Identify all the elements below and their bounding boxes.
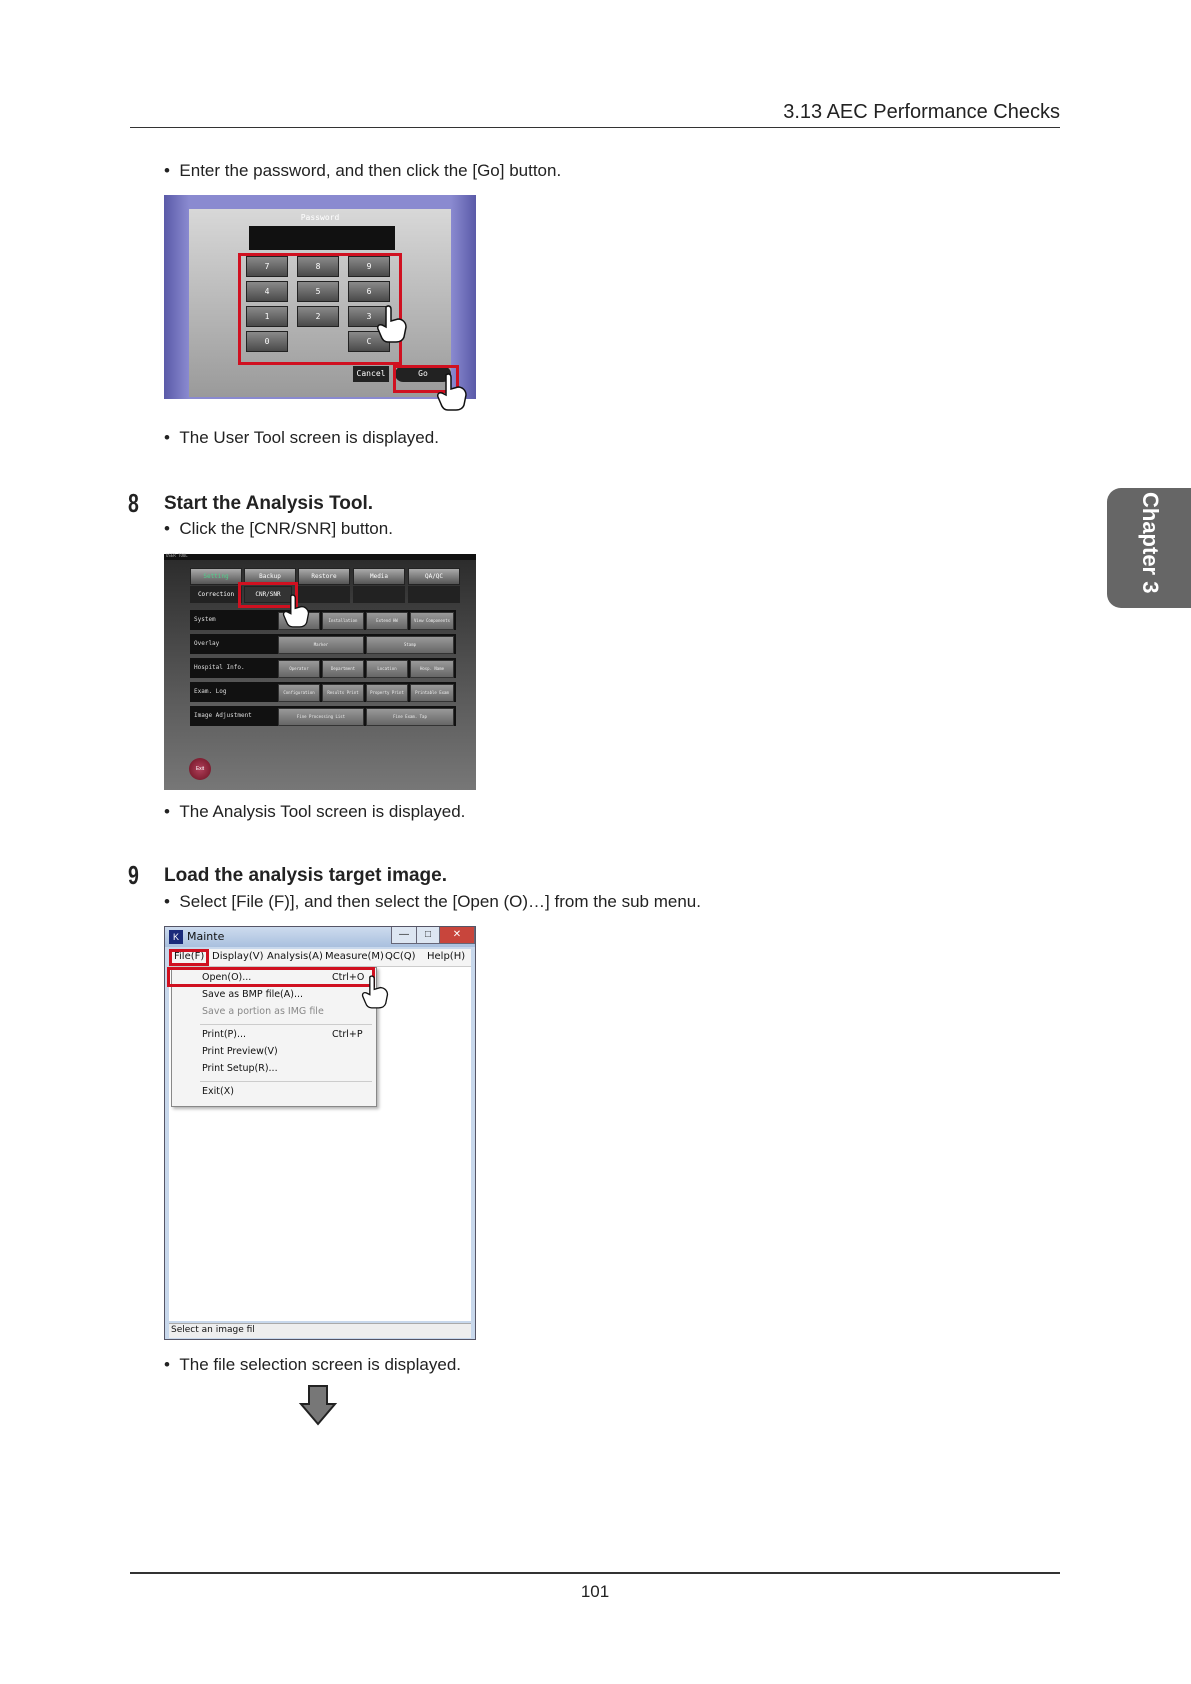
tab-media[interactable]: Media	[353, 568, 405, 585]
hosp-name-button[interactable]: Hosp. Name	[410, 660, 454, 678]
key-1[interactable]: 1	[246, 306, 288, 327]
header-rule	[130, 127, 1060, 128]
menu-open[interactable]: Open(O)...	[202, 972, 252, 983]
file-menu-highlight	[169, 949, 209, 966]
chapter-tab-label: Chapter 3	[1138, 492, 1163, 594]
menu-print-preview[interactable]: Print Preview(V)	[202, 1046, 278, 1057]
pointer-hand-icon	[361, 975, 391, 1009]
app-icon: K	[169, 930, 183, 944]
go-button[interactable]: Go	[395, 366, 451, 382]
chapter-tab	[1107, 488, 1191, 608]
tab-empty	[408, 586, 460, 603]
minimize-button[interactable]: —	[391, 927, 417, 944]
key-0[interactable]: 0	[246, 331, 288, 352]
key-clear[interactable]: C	[348, 331, 390, 352]
close-button[interactable]: ✕	[439, 927, 475, 944]
key-4[interactable]: 4	[246, 281, 288, 302]
configuration-button[interactable]: Configuration	[278, 684, 320, 702]
printable-exam-button[interactable]: Printable Exam	[410, 684, 454, 702]
pointer-hand-icon	[436, 373, 470, 411]
password-title: Password	[300, 213, 340, 222]
fine-exam-button[interactable]: Fine Exam. Tap	[366, 708, 454, 726]
menu-qc[interactable]: QC(Q)	[385, 951, 416, 962]
down-arrow-icon	[298, 1384, 338, 1426]
cancel-button[interactable]: Cancel	[353, 366, 389, 382]
row-overlay: Overlay Marker Stamp	[190, 634, 456, 654]
menu-analysis[interactable]: Analysis(A)	[267, 951, 323, 962]
page-number: 101	[580, 1582, 610, 1601]
results-print-button[interactable]: Results Print	[322, 684, 364, 702]
bullet-click-cnr: • Click the [CNR/SNR] button.	[164, 519, 393, 538]
status-text: Select an image fil	[171, 1325, 255, 1335]
view-components-button[interactable]: View Components	[410, 612, 454, 630]
key-2[interactable]: 2	[297, 306, 339, 327]
status-bar	[169, 1323, 471, 1338]
menu-help[interactable]: Help(H)	[427, 951, 466, 962]
exit-button[interactable]: Exit	[189, 758, 211, 780]
menu-separator	[200, 1024, 372, 1025]
menu-file[interactable]: File(F)	[174, 951, 205, 962]
row-hospital-info: Hospital Info. Operator Department Location Hosp. Name	[190, 658, 456, 678]
cnr-snr-button[interactable]: CNR/SNR	[244, 586, 292, 603]
tab-qa-qc[interactable]: QA/QC	[408, 568, 460, 585]
footer-rule	[130, 1572, 1060, 1574]
window-title: Mainte	[187, 930, 225, 943]
open-item-highlight	[167, 967, 375, 987]
step-title: Start the Analysis Tool.	[164, 493, 374, 514]
menu-bar	[169, 949, 471, 967]
tab-empty	[353, 586, 405, 603]
location-button[interactable]: Location	[366, 660, 408, 678]
row-system: System Installation Extend HW View Components	[190, 610, 456, 630]
bullet-file-selection-displayed: • The file selection screen is displayed.	[164, 1355, 461, 1374]
menu-measure[interactable]: Measure(M)	[325, 951, 384, 962]
pointer-hand-icon	[282, 594, 312, 628]
window-titlebar	[165, 927, 475, 947]
tab-setting[interactable]: Setting	[190, 568, 242, 585]
menu-print-setup[interactable]: Print Setup(R)...	[202, 1063, 278, 1074]
password-screenshot	[164, 195, 476, 399]
installation-info-button[interactable]: Installation	[322, 612, 364, 630]
menu-print-shortcut: Ctrl+P	[332, 1029, 363, 1040]
bullet-select-file: • Select [File (F)], and then select the [Open (O)…] from the sub menu.	[164, 892, 701, 911]
fine-processing-button[interactable]: Fine Processing List	[278, 708, 364, 726]
stamp-button[interactable]: Stamp	[366, 636, 454, 654]
bullet-user-tool-displayed: • The User Tool screen is displayed.	[164, 428, 439, 447]
tab-correction[interactable]: Correction	[190, 586, 242, 603]
key-8[interactable]: 8	[297, 256, 339, 277]
extend-hw-button[interactable]: Extend HW	[366, 612, 408, 630]
menu-print[interactable]: Print(P)...	[202, 1029, 247, 1040]
row-image-adjustment: Image Adjustment Fine Processing List Fine Exam. Tap	[190, 706, 456, 726]
mainte-window-screenshot	[164, 926, 476, 1340]
password-display	[249, 226, 395, 250]
user-tool-screenshot	[164, 554, 476, 790]
row-exam-log: Exam. Log Configuration Results Print Property Print Printable Exam	[190, 682, 456, 702]
tab-backup[interactable]: Backup	[244, 568, 296, 585]
maximize-button[interactable]: □	[416, 927, 440, 944]
bullet-analysis-displayed: • The Analysis Tool screen is displayed.	[164, 802, 466, 821]
menu-display[interactable]: Display(V)	[212, 951, 264, 962]
bullet-enter-password: • Enter the password, and then click the [Go] button.	[164, 161, 562, 180]
key-6[interactable]: 6	[348, 281, 390, 302]
department-button[interactable]: Department	[322, 660, 364, 678]
menu-exit[interactable]: Exit(X)	[202, 1086, 234, 1097]
key-7[interactable]: 7	[246, 256, 288, 277]
menu-save-img-portion: Save a portion as IMG file	[202, 1006, 324, 1017]
menu-separator	[200, 1081, 372, 1082]
section-header: 3.13 AEC Performance Checks	[783, 101, 1060, 123]
step-number: 9	[128, 860, 139, 890]
key-3[interactable]: 3	[348, 306, 390, 327]
menu-open-shortcut: Ctrl+O	[332, 972, 365, 983]
property-print-button[interactable]: Property Print	[366, 684, 408, 702]
step-number: 8	[128, 488, 139, 518]
menu-save-bmp[interactable]: Save as BMP file(A)...	[202, 989, 304, 1000]
step-title: Load the analysis target image.	[164, 865, 447, 886]
key-5[interactable]: 5	[297, 281, 339, 302]
user-tool-top-bar: USER TOOL	[164, 554, 476, 560]
pointer-hand-icon	[376, 305, 410, 343]
marker-button[interactable]: Marker	[278, 636, 364, 654]
file-dropdown-menu	[171, 967, 377, 1107]
operator-button[interactable]: Operator	[278, 660, 320, 678]
key-9[interactable]: 9	[348, 256, 390, 277]
tab-restore[interactable]: Restore	[298, 568, 350, 585]
